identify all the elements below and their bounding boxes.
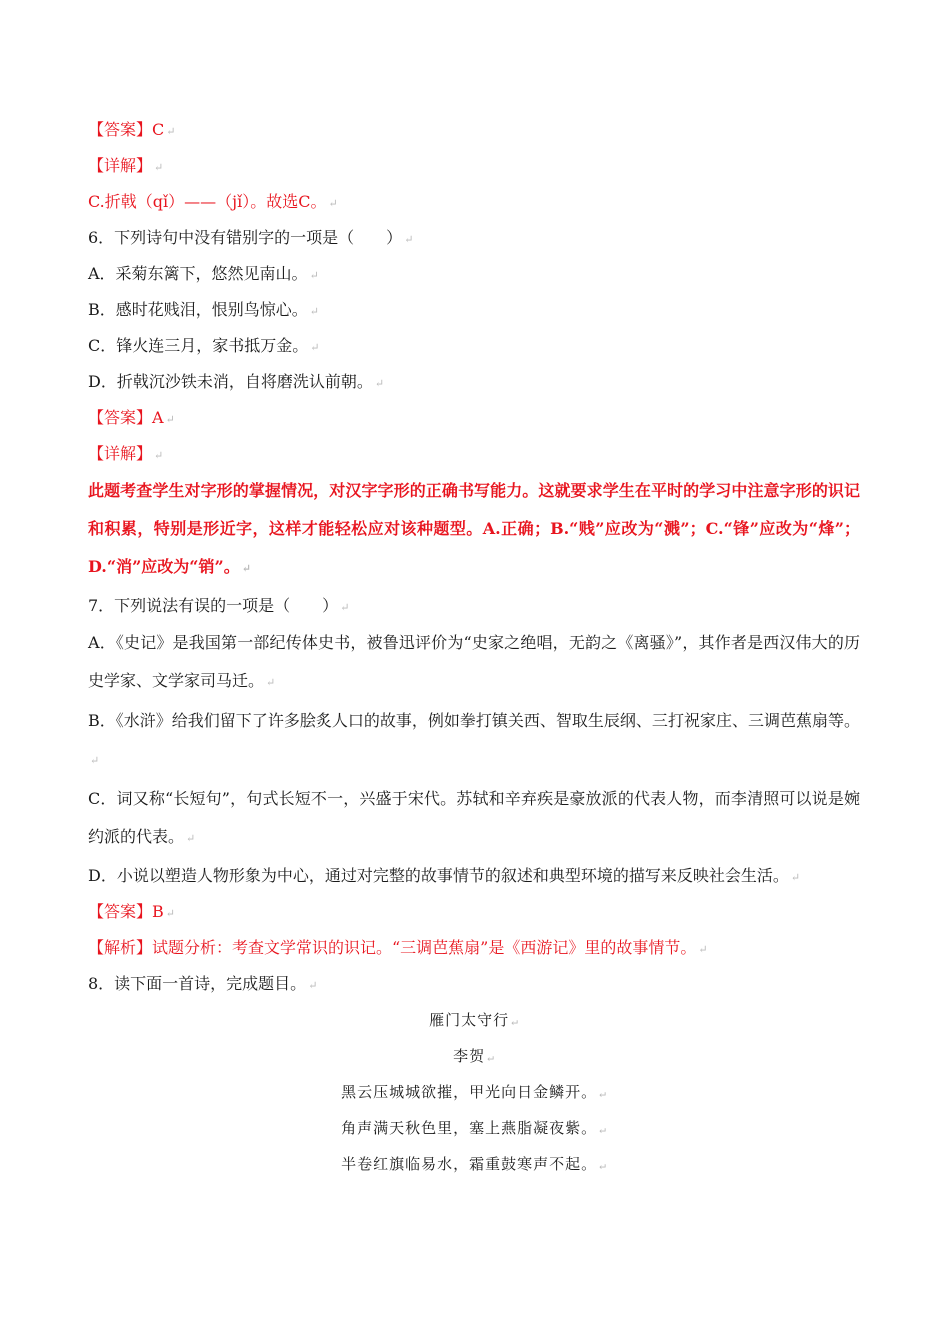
q7-option-d: D．小说以塑造人物形象为中心，通过对完整的故事情节的叙述和典型环境的描写来反映社会生活。 ↵ xyxy=(88,866,801,885)
poem-author: 李贺 ↵ xyxy=(453,1047,495,1065)
q7-option-c: C．词又称“长短句”，句式长短不一，兴盛于宋代。苏轼和辛弃疾是豪放派的代表人物，而李清照可以说是婉约派的代表。 ↵ xyxy=(88,789,860,846)
poem-line-3: 半卷红旗临易水，霜重鼓寒声不起。 ↵ xyxy=(341,1155,607,1173)
q5-detail: C.折戟（qǐ）——（jǐ）。故选C。 ↵ xyxy=(88,192,338,211)
poem-line-2: 角声满天秋色里，塞上燕脂凝夜紫。 ↵ xyxy=(341,1119,607,1137)
q7-answer: 【答案】B ↵ xyxy=(88,902,175,921)
q5-answer: 【答案】C ↵ xyxy=(88,120,176,139)
q8-question: 8．读下面一首诗，完成题目。 ↵ xyxy=(88,974,318,993)
q6-option-a: A．采菊东篱下，悠然见南山。 ↵ xyxy=(88,264,319,283)
q6-detail-label: 【详解】 ↵ xyxy=(88,444,164,463)
q6-answer: 【答案】A ↵ xyxy=(88,408,175,427)
q7-analysis: 【解析】试题分析：考查文学常识的识记。“三调芭蕉扇”是《西游记》里的故事情节。 ↵ xyxy=(88,938,708,957)
q6-question: 6．下列诗句中没有错别字的一项是（ ） ↵ xyxy=(88,228,414,247)
q6-option-d: D．折戟沉沙铁未消，自将磨洗认前朝。 ↵ xyxy=(88,372,385,391)
q7-option-a: A．《史记》是我国第一部纪传体史书，被鲁迅评价为“史家之绝唱，无韵之《离骚》”，其作者是西汉伟大的历史学家、文学家司马迁。 ↵ xyxy=(88,633,860,690)
poem-title: 雁门太守行 ↵ xyxy=(429,1011,519,1029)
q6-option-b: B．感时花贱泪，恨别鸟惊心。 ↵ xyxy=(88,300,319,319)
q5-detail-label: 【详解】 ↵ xyxy=(88,156,164,175)
document-page xyxy=(88,112,860,1182)
q6-option-c: C．锋火连三月，家书抵万金。 ↵ xyxy=(88,336,320,355)
poem-line-1: 黑云压城城欲摧，甲光向日金鳞开。 ↵ xyxy=(341,1083,607,1101)
q7-question: 7．下列说法有误的一项是（ ） ↵ xyxy=(88,596,350,615)
q6-detail: 此题考查学生对字形的掌握情况，对汉字字形的正确书写能力。这就要求学生在平时的学习中注意字形的识记和积累，特别是形近字，这样才能轻松应对该种题型。A.正确；B.“贱”应改为“溅”；C.“锋”应改为“烽”；D.“消”应改为“销”。 ↵ xyxy=(88,481,860,576)
q7-option-b: B．《水浒》给我们留下了许多脍炙人口的故事，例如拳打镇关西、智取生辰纲、三打祝家庄、三调芭蕉扇等。↵ xyxy=(88,711,860,767)
